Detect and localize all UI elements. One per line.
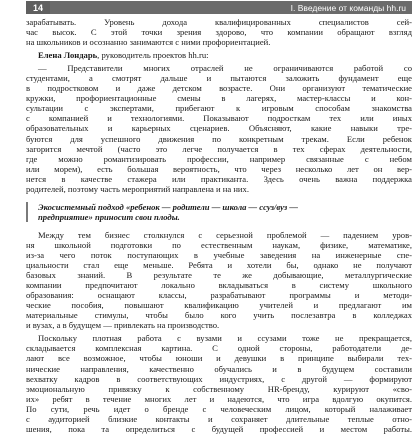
paragraph-2	[26, 63, 412, 194]
text-line: студентами, а смотрят дальше и пытаются заложить фундамент еще	[26, 73, 412, 84]
text-line: складывается комплексная картина. С одной стороны, работодатели де-	[26, 343, 412, 354]
text-line: с компанией и технологиями. Показывают подросткам тех или иных	[26, 113, 412, 124]
text-line: нется в качестве стажера или практиканта. Здесь очень важна поддержка	[26, 173, 412, 184]
quote-line: Экосистемный подход «ребенок — родители — школа — ссуз/вуз —	[38, 201, 298, 212]
text-line: ня школьной подготовки по естественным наукам, физике, математике,	[26, 239, 412, 250]
chapter-title: I. Введение от команды hh.ru	[50, 1, 412, 14]
text-line: загорится мечтой (часто это легче получается в тех сферах деятельности,	[26, 143, 412, 154]
speaker-name: Елена Лондарь	[38, 50, 98, 61]
text-line: По сути, речь идет о бренде с человеческим лицом, который налаживает	[26, 403, 412, 414]
text-line: Между тем бизнес столкнулся с серьезной проблемой — падением уров-	[38, 229, 412, 240]
text-line: буются для успешного движения по конкретным трекам. Если ребенок	[26, 133, 412, 144]
text-line: с аудиторией близкие контакты и сохраняет длительные теплые отно-	[26, 413, 412, 424]
text-line: базовых знаний. В результате те же добывающие, металлургические	[26, 270, 412, 281]
text-line: на школьников и осознанно занимаются с ними профориентацией.	[26, 37, 271, 48]
page-body	[26, 17, 412, 434]
page-number: 14	[26, 1, 50, 14]
text-line: кружки, профориентационные смены в лагерях, мастер-классы и кон-	[26, 93, 412, 104]
text-line: и вузах, а в будущем — привлекать на производство.	[26, 320, 220, 331]
text-line: ческие пособия, повышают квалификацию учителей и предлагают им	[26, 300, 412, 311]
text-line: — Представители многих отраслей не ограничиваются работой со	[38, 63, 412, 74]
text-line: сультации с экспертами, прибегают к игровым способам знакомства	[26, 103, 412, 114]
speaker-role: , руководитель проектов hh.ru:	[97, 50, 209, 61]
text-line: Поскольку плотная работа с вузами и ссузами тоже не прекращается,	[38, 333, 412, 344]
text-line: шения, пока та определиться с будущей профессией и местом работы.	[26, 423, 412, 434]
text-line: нические направления, качественно обучались и в будущем составили	[26, 363, 412, 374]
text-line: материальные стимулы, чтобы было кого учить послезавтра в колледжах	[26, 310, 412, 321]
pull-quote	[26, 202, 412, 222]
text-line: компании предпочитают локально вкладываться в систему школьного	[26, 280, 412, 291]
speaker-line	[26, 50, 412, 60]
quote-line: предприятие» приносит свои плоды.	[38, 211, 180, 222]
text-line: их» ребят в течение многих лет и надеются, что игра вдолгую окупится.	[26, 393, 412, 404]
text-line: час высок. С этой точки зрения здорово, что компании обращают взгляд	[26, 27, 412, 38]
paragraph-3	[26, 230, 412, 330]
text-line: из-за чего поток поступающих в учебные заведения на инженерные спе-	[26, 249, 412, 260]
text-line: зарабатывать. Уровень дохода квалифицированных специалистов сей-	[26, 17, 412, 27]
text-line: циальности стал еще меньше. Ребята и хотели бы, однако не получают	[26, 260, 412, 271]
text-line: в подростковом и даже детском возрасте. Они организуют тематические	[26, 83, 412, 94]
page-header	[26, 1, 412, 14]
text-line: где можно романтизировать профессии, например связанные с небом	[26, 153, 412, 164]
text-line: родителей, поэтому часть мероприятий направлена и на них.	[26, 183, 249, 194]
paragraph-1	[26, 17, 412, 47]
text-line: или морем), есть большая вероятность, что через несколько лет он вер-	[26, 163, 412, 174]
text-line: образования: оснащают классы, разрабатывают программы и методи-	[26, 290, 412, 301]
paragraph-4	[26, 333, 412, 433]
text-line: вехватку кадров в соответствующих индустриях, с другой — формируют	[26, 373, 412, 384]
text-line: лают все возможное, чтобы юноши и девушки в принципе выбирали тех-	[26, 353, 412, 364]
text-line: образовательных и карьерных сценариев. Объясняют, какие навыки тре-	[26, 123, 412, 134]
text-line: эмоциональную привязку к собственному HR-бренду, курируют «сво-	[26, 383, 412, 394]
